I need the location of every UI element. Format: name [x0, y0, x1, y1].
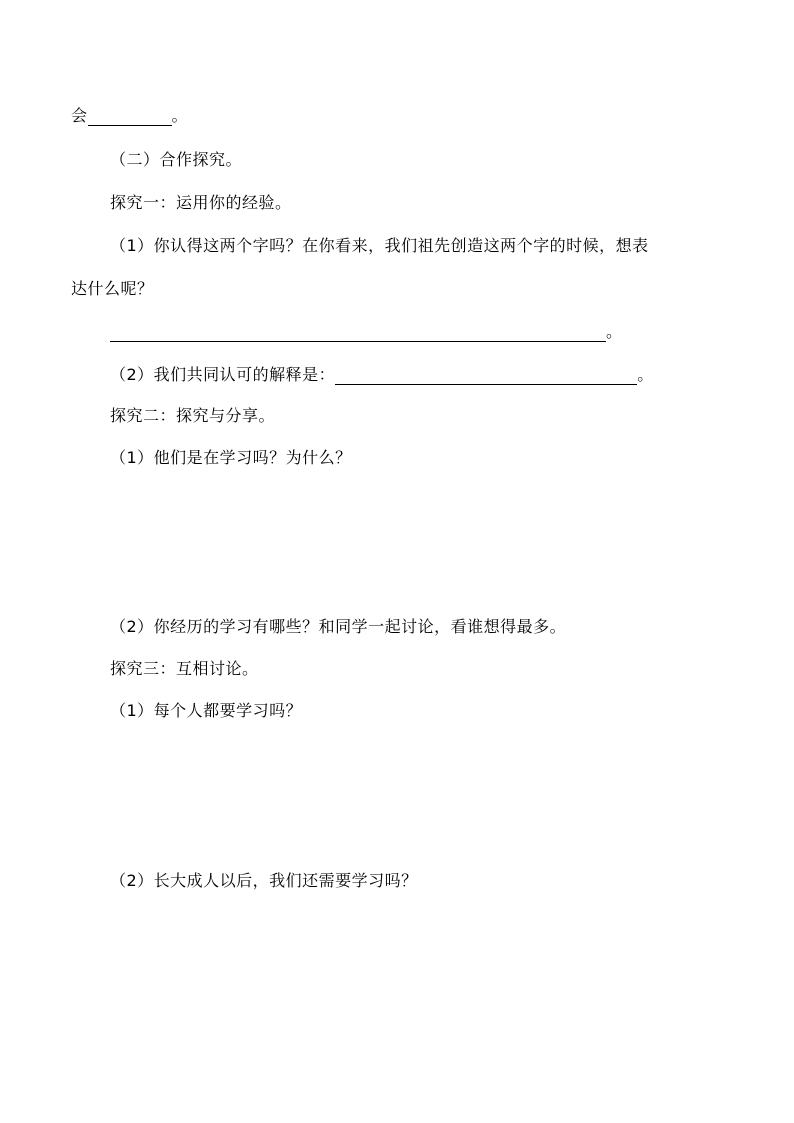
line-text: 会	[71, 106, 88, 125]
fill-blank	[110, 325, 606, 342]
line-text: 。	[637, 365, 654, 384]
inquiry-three-heading	[110, 659, 259, 679]
inquiry-one-question-1	[110, 236, 649, 256]
section-heading	[110, 150, 242, 170]
inquiry-two-question-2	[110, 617, 566, 637]
inquiry-one-question-1-cont	[71, 279, 154, 299]
question-text: （1）每个人都要学习吗？	[110, 701, 303, 720]
inquiry-three-question-2	[110, 871, 418, 891]
question-text: （2）我们共同认可的解释是：	[110, 365, 336, 384]
inquiry-two-heading	[110, 406, 275, 426]
heading-text: 探究一：运用你的经验。	[110, 193, 292, 212]
heading-text: 探究二：探究与分享。	[110, 406, 276, 425]
answer-line-q1	[110, 322, 623, 342]
fill-blank	[335, 368, 637, 385]
heading-text: （二）合作探究。	[110, 150, 243, 169]
inquiry-one-heading	[110, 193, 292, 213]
inquiry-one-question-2	[110, 365, 654, 385]
line-text: 。	[606, 322, 623, 341]
fill-blank	[88, 109, 172, 126]
question-text: （2）你经历的学习有哪些？和同学一起讨论，看谁想得最多。	[110, 617, 567, 636]
line-text: 。	[171, 106, 189, 125]
question-text: （2）长大成人以后，我们还需要学习吗？	[110, 871, 418, 890]
inquiry-two-question-1	[110, 448, 352, 468]
question-text: （1）他们是在学习吗？为什么？	[110, 448, 352, 467]
answer-line-huiyi	[71, 106, 188, 126]
heading-text: 探究三：互相讨论。	[110, 659, 259, 678]
question-text: （1）你认得这两个字吗？在你看来，我们祖先创造这两个字的时候，想表	[110, 236, 649, 255]
question-text: 达什么呢？	[71, 279, 154, 298]
inquiry-three-question-1	[110, 701, 302, 721]
